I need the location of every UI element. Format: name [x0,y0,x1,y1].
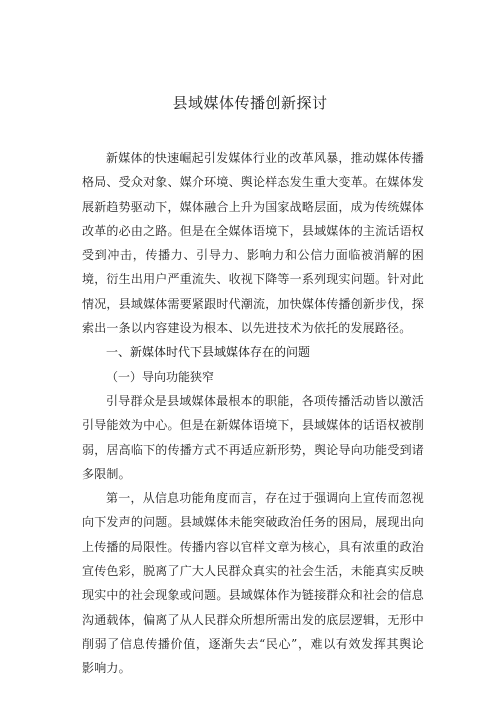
subsection-heading: （一）导向功能狭窄 [106,369,215,384]
body-paragraph: 引导群众是县域媒体最根本的职能，各项传播活动皆以激活引导能效为中心。但是在新媒体语境下，县域媒体的话语权被削弱，居高临下的传播方式不再适应新形势，舆论导向功能受到诸多限制。 [82,393,424,481]
intro-paragraph: 新媒体的快速崛起引发媒体行业的改革风暴，推动媒体传播格局、受众对象、媒介环境、舆论样态发生重大变革。在媒体发展新趋势驱动下，媒体融合上升为国家战略层面，成为传统媒体改革的必由之路。但是在全媒体语境下，县域媒体的主流话语权受到冲击，传播力、引导力、影响力和公信力面临被消解的困境，衍生出用户严重流失、收视下降等一系列现实问题。针对此情况，县域媒体需要紧跟时代潮流，加快媒体传播创新步伐，探索出一条以内容建设为根本、以先进技术为依托的发展路径。 [82,151,424,336]
document-title: 县域媒体传播创新探讨 [172,94,328,112]
document-body [82,146,424,681]
body-paragraph: 第一，从信息功能角度而言，存在过于强调向上宣传而忽视向下发声的问题。县域媒体未能突破政治任务的困局，展现出向上传播的局限性。传播内容以官样文章为核心，具有浓重的政治宣传色彩，脱离了广大人民群众真实的社会生活，未能真实反映现实中的社会现象或问题。县域媒体作为链接群众和社会的信息沟通载体，偏离了从人民群众所想所需出发的底层逻辑，无形中削弱了信息传播价值，逐渐失去“民心”，难以有效发挥其舆论影响力。 [82,491,424,676]
section-heading: 一、新媒体时代下县域媒体存在的问题 [106,345,311,360]
